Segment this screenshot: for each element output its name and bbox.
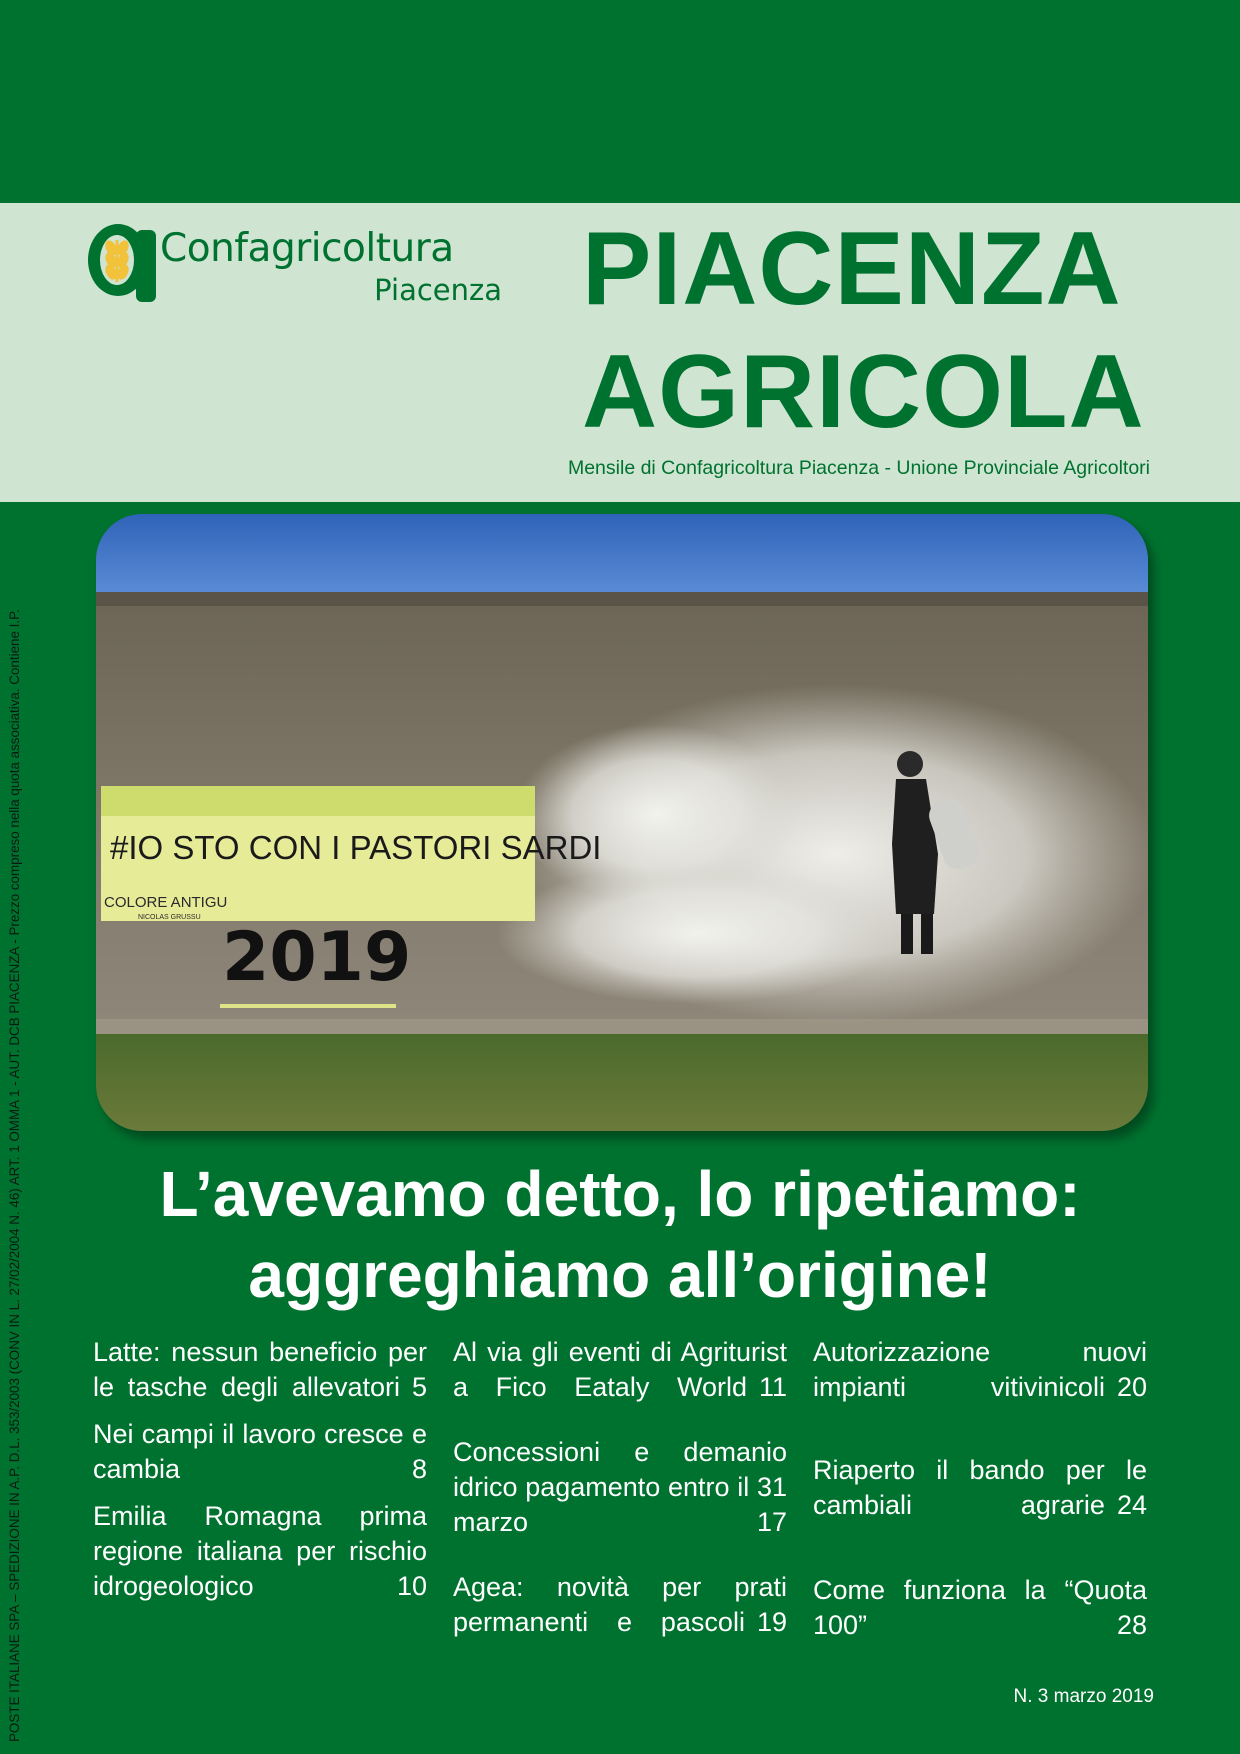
postal-notice: POSTE ITALIANE SPA – SPEDIZIONE IN A.P. D.L. 353/2003 (CONV IN L. 27/02/2004 N. 46) ART. 1 OMMA 1 - AUT. DCB PIACENZA - Prezzo compreso nella quota associativa. Contiene I.P. [7, 609, 22, 1742]
banner-credit: COLORE ANTIGU [104, 894, 228, 911]
toc-item-page: 24 [1116, 1490, 1147, 1520]
toc-item [93, 1499, 427, 1604]
logo-brand-name: Confagricoltura [160, 226, 454, 271]
magazine-subtitle: Mensile di Confagricoltura Piacenza - Unione Provinciale Agricoltori [567, 457, 1150, 479]
toc-item [453, 1435, 787, 1540]
toc-item-title: Latte: nessun beneficio per le tasche degli allevatori [93, 1337, 427, 1402]
cover-headline [0, 1154, 1240, 1316]
toc-item-title: Riaperto il bando per le cambiali agrarie [813, 1455, 1147, 1520]
logo-city: Piacenza [374, 273, 502, 307]
toc-item-title: Concessioni e demanio idrico pagamento entro il 31 marzo [453, 1437, 787, 1537]
toc-item-page: 8 [411, 1454, 427, 1484]
toc-item-page: 17 [756, 1507, 787, 1537]
toc-item [813, 1573, 1147, 1643]
toc-column-3 [813, 1335, 1147, 1643]
toc-item [93, 1417, 427, 1487]
toc-item-title: Autorizzazione nuovi impianti vitivinicoli [813, 1337, 1147, 1402]
toc-item-title: Agea: novità per prati permanenti e pascoli [453, 1572, 787, 1637]
banner-text: #IO STO CON I PASTORI SARDI [110, 829, 602, 866]
painted-year: 2019 [222, 918, 412, 997]
toc-item-page: 5 [411, 1372, 427, 1402]
toc-item-title: Emilia Romagna prima regione italiana per rischio idrogeologico [93, 1501, 427, 1601]
headline-line-2: aggreghiamo all’origine! [248, 1239, 992, 1311]
toc-item [813, 1335, 1147, 1405]
toc-item-title: Nei campi il lavoro cresce e cambia [93, 1419, 427, 1484]
banner-credit-small: NICOLAS GRUSSU [138, 914, 201, 921]
toc-item-page: 19 [756, 1607, 787, 1637]
toc-item-page: 11 [758, 1372, 787, 1402]
title-line-1: PIACENZA [582, 211, 1122, 327]
toc-item-page: 20 [1116, 1372, 1147, 1402]
toc-item-page: 10 [396, 1571, 427, 1601]
toc-column-1 [93, 1335, 427, 1604]
top-color-band [0, 0, 1240, 203]
toc-item-page: 28 [1116, 1610, 1147, 1640]
toc-item [453, 1335, 787, 1405]
confagricoltura-logo [86, 218, 506, 308]
magazine-title [582, 208, 1145, 454]
issue-number: N. 3 marzo 2019 [1013, 1686, 1154, 1707]
title-line-2: AGRICOLA [582, 334, 1145, 450]
toc-item [93, 1335, 427, 1405]
toc-item-title: Come funziona la “Quota 100” [813, 1575, 1147, 1640]
toc-item [813, 1453, 1147, 1523]
toc-column-2 [453, 1335, 787, 1640]
wheat-logo-icon [86, 220, 160, 304]
cover-photo [96, 514, 1148, 1131]
headline-line-1: L’avevamo detto, lo ripetiamo: [159, 1158, 1081, 1230]
toc-item [453, 1570, 787, 1640]
toc-item-title: Al via gli eventi di Agriturist a Fico Eataly World [453, 1337, 787, 1402]
